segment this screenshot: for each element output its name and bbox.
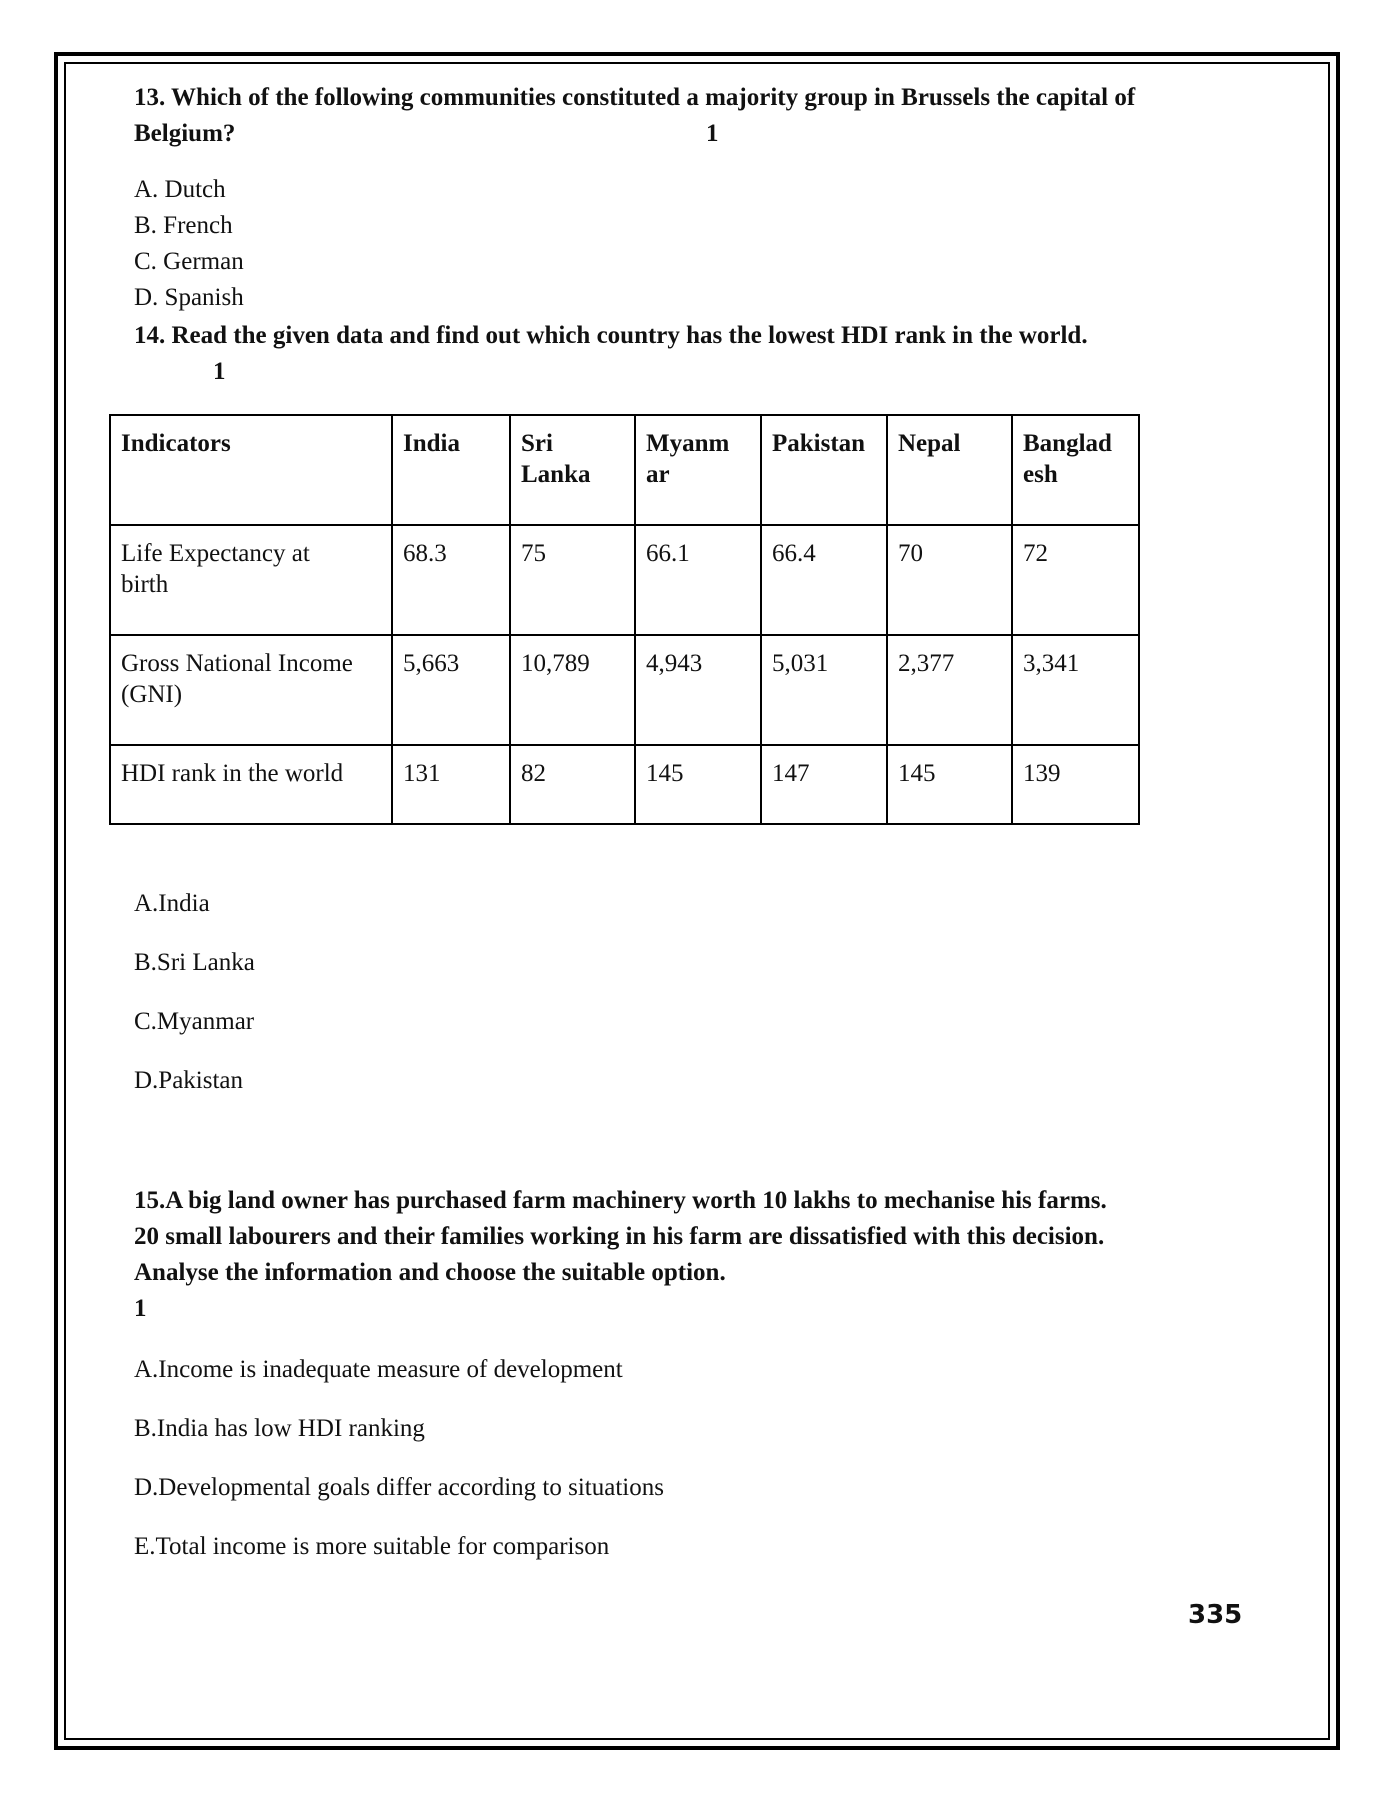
table-row-life-expectancy [110,525,1139,635]
q15-text-line3: Analyse the information and choose the suitable option. [134,1259,726,1286]
header-bangladesh: Banglad esh [1012,415,1139,525]
q15-option-a: A.Income is inadequate measure of development [134,1356,623,1383]
cell-bangladesh: 3,341 [1012,635,1139,745]
cell-nepal: 70 [887,525,1012,635]
cell-sri-lanka: 10,789 [510,635,635,745]
table-row-gni [110,635,1139,745]
q13-option-a: A. Dutch [134,176,226,203]
cell-myanmar: 4,943 [635,635,761,745]
table-row-hdi-rank [110,745,1139,824]
header-sri-lanka: Sri Lanka [510,415,635,525]
header-myanmar: Myanm ar [635,415,761,525]
q14-option-b: B.Sri Lanka [134,949,255,976]
cell-nepal: 145 [887,745,1012,824]
q15-option-e: E.Total income is more suitable for comparison [134,1533,610,1560]
row-label: HDI rank in the world [110,745,392,824]
page-number: 335 [1188,1600,1243,1630]
q13-marks: 1 [706,120,719,147]
q14-option-a: A.India [134,890,210,917]
q13-option-d: D. Spanish [134,284,244,311]
q13-text-line2: Belgium? [134,120,236,147]
cell-india: 68.3 [392,525,510,635]
q13-option-c: C. German [134,248,244,275]
header-pakistan: Pakistan [761,415,887,525]
q13-option-b: B. French [134,212,233,239]
table-header-row [110,415,1139,525]
q14-option-d: D.Pakistan [134,1067,244,1094]
q14-marks: 1 [213,358,226,385]
q14-option-c: C.Myanmar [134,1008,255,1035]
header-india: India [392,415,510,525]
cell-myanmar: 145 [635,745,761,824]
row-label: Life Expectancy at birth [110,525,392,635]
cell-nepal: 2,377 [887,635,1012,745]
cell-bangladesh: 72 [1012,525,1139,635]
header-nepal: Nepal [887,415,1012,525]
cell-india: 5,663 [392,635,510,745]
cell-india: 131 [392,745,510,824]
hdi-table [109,414,1140,825]
q15-marks: 1 [134,1295,147,1322]
q15-option-b: B.India has low HDI ranking [134,1415,425,1442]
q13-text-line1: 13. Which of the following communities constituted a majority group in Brussels the capital of [134,84,1136,111]
cell-myanmar: 66.1 [635,525,761,635]
q15-text-line1: 15.A big land owner has purchased farm machinery worth 10 lakhs to mechanise his farms. [134,1187,1107,1214]
header-indicators: Indicators [110,415,392,525]
cell-pakistan: 147 [761,745,887,824]
row-label: Gross National Income (GNI) [110,635,392,745]
cell-bangladesh: 139 [1012,745,1139,824]
q14-text: 14. Read the given data and find out which country has the lowest HDI rank in the world. [134,322,1088,349]
q15-text-line2: 20 small labourers and their families working in his farm are dissatisfied with this decision. [134,1223,1105,1250]
cell-sri-lanka: 75 [510,525,635,635]
cell-pakistan: 5,031 [761,635,887,745]
cell-sri-lanka: 82 [510,745,635,824]
q15-option-d: D.Developmental goals differ according to situations [134,1474,664,1501]
cell-pakistan: 66.4 [761,525,887,635]
